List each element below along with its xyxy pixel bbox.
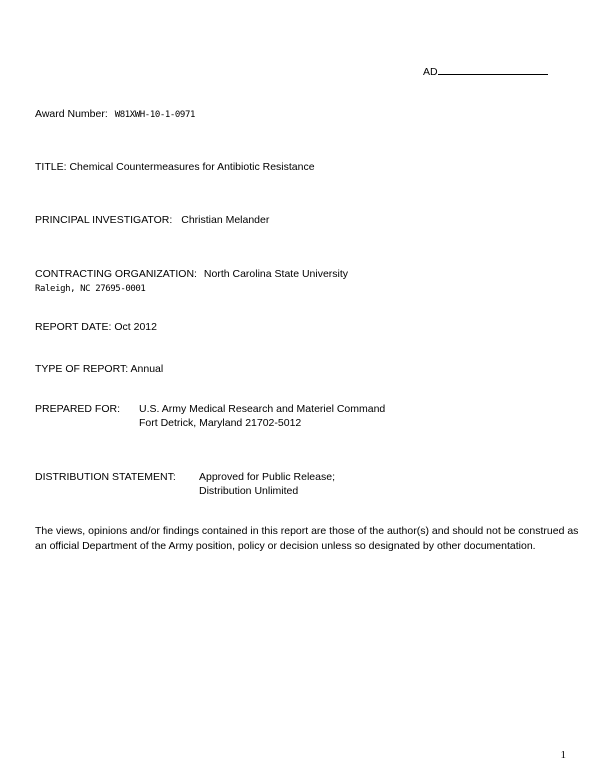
contracting-label: CONTRACTING ORGANIZATION: [35,268,197,280]
distribution-label: DISTRIBUTION STATEMENT: [35,471,176,483]
ad-blank-underline [438,65,548,75]
page-number: 1 [560,749,566,761]
disclaimer-paragraph: The views, opinions and/or findings contained in this report are those of the author(s) and should not be construed as an official Department of the Army position, policy or decision unless so designated by other documentation. [35,525,579,552]
pi-label: PRINCIPAL INVESTIGATOR: [35,214,173,226]
distribution-statement-line [35,470,176,484]
report-date-label: REPORT DATE: [35,321,112,333]
report-type-value: Annual [130,363,164,375]
prepared-for-address: Fort Detrick, Maryland 21702-5012 [139,417,302,429]
contracting-value: North Carolina State University [203,268,349,280]
award-number-label: Award Number: [35,108,108,120]
award-number-line [35,107,195,122]
principal-investigator-line [35,213,269,227]
report-date-value: Oct 2012 [114,321,157,333]
distribution-line-1: Approved for Public Release; [199,471,335,483]
title-line [35,160,315,174]
title-value: Chemical Countermeasures for Antibiotic Resistance [69,161,315,173]
pi-value: Christian Melander [181,214,270,226]
prepared-for-org: U.S. Army Medical Research and Materiel Command [139,403,386,415]
ad-label: AD [423,66,438,78]
report-date-line [35,320,157,334]
contracting-address-line: Raleigh, NC 27695-0001 [35,284,146,294]
ad-number-line [423,65,548,79]
contracting-organization-line [35,267,348,281]
report-type-label: TYPE OF REPORT: [35,363,129,375]
prepared-for-line [35,402,120,416]
title-label: TITLE: [35,161,67,173]
award-number-value: W81XWH-10-1-0971 [114,110,195,120]
prepared-for-label: PREPARED FOR: [35,403,120,415]
distribution-line-2: Distribution Unlimited [199,485,299,497]
report-type-line [35,362,163,376]
